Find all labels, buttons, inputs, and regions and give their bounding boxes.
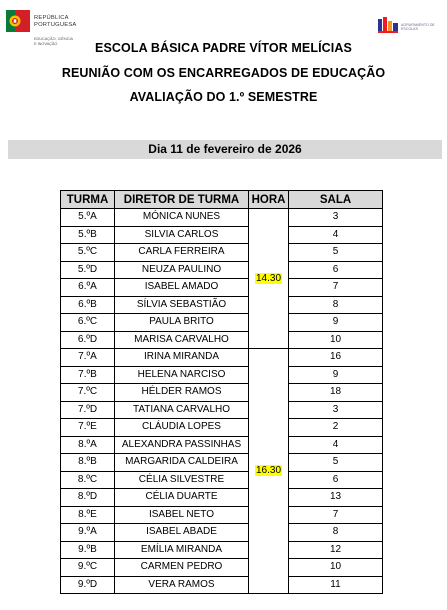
table-row xyxy=(61,314,383,332)
diretor-cell: ISABEL ABADE xyxy=(115,524,249,542)
sala-cell: 10 xyxy=(289,559,383,577)
logo-line-1: REPÚBLICA xyxy=(34,15,69,21)
sala-cell: 4 xyxy=(289,226,383,244)
table-row xyxy=(61,226,383,244)
sala-cell: 16 xyxy=(289,349,383,367)
sala-cell: 8 xyxy=(289,524,383,542)
sala-cell: 4 xyxy=(289,436,383,454)
sala-cell: 13 xyxy=(289,489,383,507)
sala-cell: 12 xyxy=(289,541,383,559)
logo-line-3: EDUCAÇÃO, CIÊNCIA xyxy=(34,37,74,41)
school-title: ESCOLA BÁSICA PADRE VÍTOR MELÍCIAS xyxy=(95,41,352,55)
table-header-row xyxy=(61,191,383,209)
sala-cell: 11 xyxy=(289,576,383,594)
sala-cell: 7 xyxy=(289,506,383,524)
diretor-cell: VERA RAMOS xyxy=(115,576,249,594)
turma-cell: 7.ºD xyxy=(61,401,115,419)
table-row xyxy=(61,384,383,402)
schedule-body xyxy=(61,209,383,594)
turma-cell: 9.ºA xyxy=(61,524,115,542)
sala-cell: 9 xyxy=(289,366,383,384)
sala-cell: 3 xyxy=(289,209,383,227)
diretor-cell: CÉLIA DUARTE xyxy=(115,489,249,507)
table-row xyxy=(61,524,383,542)
table-row xyxy=(61,209,383,227)
turma-cell: 8.ºD xyxy=(61,489,115,507)
turma-cell: 6.ºB xyxy=(61,296,115,314)
date-banner: Dia 11 de fevereiro de 2026 xyxy=(8,140,442,159)
diretor-cell: MARISA CARVALHO xyxy=(115,331,249,349)
diretor-cell: EMÍLIA MIRANDA xyxy=(115,541,249,559)
sala-cell: 6 xyxy=(289,261,383,279)
hora-cell xyxy=(249,349,289,594)
table-row xyxy=(61,489,383,507)
header-turma: TURMA xyxy=(61,191,115,209)
sala-cell: 3 xyxy=(289,401,383,419)
logo-line-2: PORTUGUESA xyxy=(34,22,77,28)
diretor-cell: PAULA BRITO xyxy=(115,314,249,332)
hora-highlight: 14.30 xyxy=(255,272,282,284)
table-row xyxy=(61,331,383,349)
table-row xyxy=(61,261,383,279)
turma-cell: 8.ºE xyxy=(61,506,115,524)
diretor-cell: CARLA FERREIRA xyxy=(115,244,249,262)
turma-cell: 5.ºD xyxy=(61,261,115,279)
turma-cell: 5.ºB xyxy=(61,226,115,244)
turma-cell: 7.ºB xyxy=(61,366,115,384)
sala-cell: 5 xyxy=(289,244,383,262)
table-row xyxy=(61,279,383,297)
diretor-cell: SILVIA CARLOS xyxy=(115,226,249,244)
turma-cell: 8.ºA xyxy=(61,436,115,454)
turma-cell: 5.ºC xyxy=(61,244,115,262)
turma-cell: 9.ºD xyxy=(61,576,115,594)
sala-cell: 9 xyxy=(289,314,383,332)
table-row xyxy=(61,366,383,384)
diretor-cell: ALEXANDRA PASSINHAS xyxy=(115,436,249,454)
schedule-table xyxy=(60,190,383,594)
table-row xyxy=(61,506,383,524)
diretor-cell: ISABEL NETO xyxy=(115,506,249,524)
table-row xyxy=(61,401,383,419)
sala-cell: 7 xyxy=(289,279,383,297)
agrupamento-logo xyxy=(378,17,442,35)
sala-cell: 2 xyxy=(289,419,383,437)
table-row xyxy=(61,454,383,472)
header-sala: SALA xyxy=(289,191,383,209)
table-row xyxy=(61,244,383,262)
sala-cell: 18 xyxy=(289,384,383,402)
table-row xyxy=(61,419,383,437)
table-row xyxy=(61,471,383,489)
turma-cell: 7.ºA xyxy=(61,349,115,367)
diretor-cell: IRINA MIRANDA xyxy=(115,349,249,367)
table-row xyxy=(61,436,383,454)
sala-cell: 5 xyxy=(289,454,383,472)
turma-cell: 9.ºB xyxy=(61,541,115,559)
diretor-cell: TATIANA CARVALHO xyxy=(115,401,249,419)
diretor-cell: HELENA NARCISO xyxy=(115,366,249,384)
logo-line-4: E INOVAÇÃO xyxy=(34,42,58,46)
table-row xyxy=(61,559,383,577)
turma-cell: 7.ºC xyxy=(61,384,115,402)
diretor-cell: CARMEN PEDRO xyxy=(115,559,249,577)
table-row xyxy=(61,349,383,367)
table-row xyxy=(61,541,383,559)
header-diretor: DIRETOR DE TURMA xyxy=(115,191,249,209)
turma-cell: 9.ºC xyxy=(61,559,115,577)
agrupamento-text: AGRUPAMENTO DE ESCOLAS xyxy=(401,23,435,31)
flag-emblem-icon xyxy=(6,10,30,32)
diretor-cell: HÉLDER RAMOS xyxy=(115,384,249,402)
turma-cell: 6.ºA xyxy=(61,279,115,297)
school-emblem-icon xyxy=(378,17,400,33)
turma-cell: 8.ºC xyxy=(61,471,115,489)
diretor-cell: CÉLIA SILVESTRE xyxy=(115,471,249,489)
turma-cell: 8.ºB xyxy=(61,454,115,472)
diretor-cell: SÍLVIA SEBASTIÃO xyxy=(115,296,249,314)
header-hora: HORA xyxy=(249,191,289,209)
table-row xyxy=(61,576,383,594)
diretor-cell: NEUZA PAULINO xyxy=(115,261,249,279)
hora-cell xyxy=(249,209,289,349)
table-row xyxy=(61,296,383,314)
hora-highlight: 16.30 xyxy=(255,465,282,476)
turma-cell: 5.ºA xyxy=(61,209,115,227)
evaluation-title: AVALIAÇÃO DO 1.º SEMESTRE xyxy=(129,90,318,104)
diretor-cell: CLÁUDIA LOPES xyxy=(115,419,249,437)
sala-cell: 6 xyxy=(289,471,383,489)
turma-cell: 7.ºE xyxy=(61,419,115,437)
sala-cell: 10 xyxy=(289,331,383,349)
sala-cell: 8 xyxy=(289,296,383,314)
turma-cell: 6.ºC xyxy=(61,314,115,332)
turma-cell: 6.ºD xyxy=(61,331,115,349)
diretor-cell: ISABEL AMADO xyxy=(115,279,249,297)
diretor-cell: MÓNICA NUNES xyxy=(115,209,249,227)
diretor-cell: MARGARIDA CALDEIRA xyxy=(115,454,249,472)
meeting-title: REUNIÃO COM OS ENCARREGADOS DE EDUCAÇÃO xyxy=(61,66,386,80)
